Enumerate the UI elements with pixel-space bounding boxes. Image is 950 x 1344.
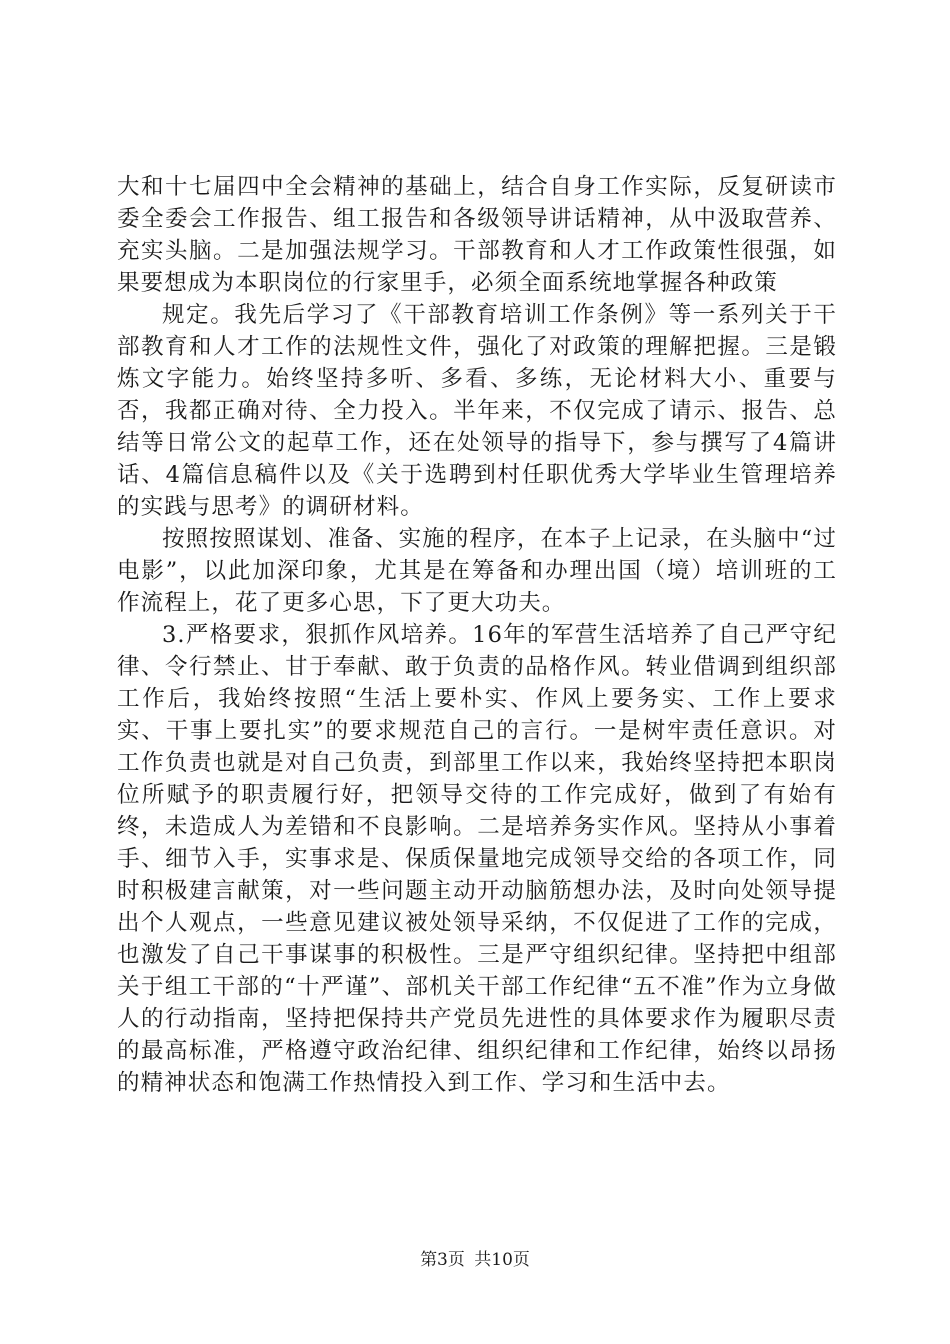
paragraph-4: 3.严格要求，狠抓作风培养。16年的军营生活培养了自己严守纪律、令行禁止、甘于奉献、敢于负责的品格作风。转业借调到组织部工作后，我始终按照“生活上要朴实、作风上要务实、工作上要求实、干事上要扎实”的要求规范自己的言行。一是树牢责任意识。对工作负责也就是对自己负责，到部里工作以来，我始终坚持把本职岗位所赋予的职责履行好，把领导交待的工作完成好，做到了有始有终，未造成人为差错和不良影响。二是培养务实作风。坚持从小事着手、细节入手，实事求是、保质保量地完成领导交给的各项工作，同时积极建言献策，对一些问题主动开动脑筋想办法，及时向处领导提出个人观点，一些意见建议被处领导采纳，不仅促进了工作的完成，也激发了自己干事谋事的积极性。三是严守组织纪律。坚持把中组部关于组工干部的“十严谨”、部机关干部工作纪律“五不准”作为立身做人的行动指南，坚持把保持共产党员先进性的具体要求作为履职尽责的最高标准，严格遵守政治纪律、组织纪律和工作纪律，始终以昂扬的精神状态和饱满工作热情投入到工作、学习和生活中去。 (117, 622, 837, 1096)
paragraph-3: 按照按照谋划、准备、实施的程序，在本子上记录，在头脑中“过电影”，以此加深印象，尤其是在筹备和办理出国（境）培训班的工作流程上，花了更多心思，下了更大功夫。 (117, 526, 837, 616)
paragraph-2: 规定。我先后学习了《干部教育培训工作条例》等一系列关于干部教育和人才工作的法规性文件，强化了对政策的理解把握。三是锻炼文字能力。始终坚持多听、多看、多练，无论材料大小、重要与否，我都正确对待、全力投入。半年来，不仅完成了请示、报告、总结等日常公文的起草工作，还在处领导的指导下，参与撰写了4篇讲话、4篇信息稿件以及《关于选聘到村任职优秀大学毕业生管理培养的实践与思考》的调研材料。 (117, 302, 837, 520)
page-total: 共10页 (474, 1250, 530, 1270)
paragraph-1: 大和十七届四中全会精神的基础上，结合自身工作实际，反复研读市委全委会工作报告、组工报告和各级领导讲话精神，从中汲取营养、充实头脑。二是加强法规学习。干部教育和人才工作政策性很强，如果要想成为本职岗位的行家里手，必须全面系统地掌握各种政策 (117, 174, 837, 296)
page-footer (0, 1245, 950, 1270)
document-body (117, 171, 837, 1099)
page-number: 第3页 (420, 1250, 465, 1270)
